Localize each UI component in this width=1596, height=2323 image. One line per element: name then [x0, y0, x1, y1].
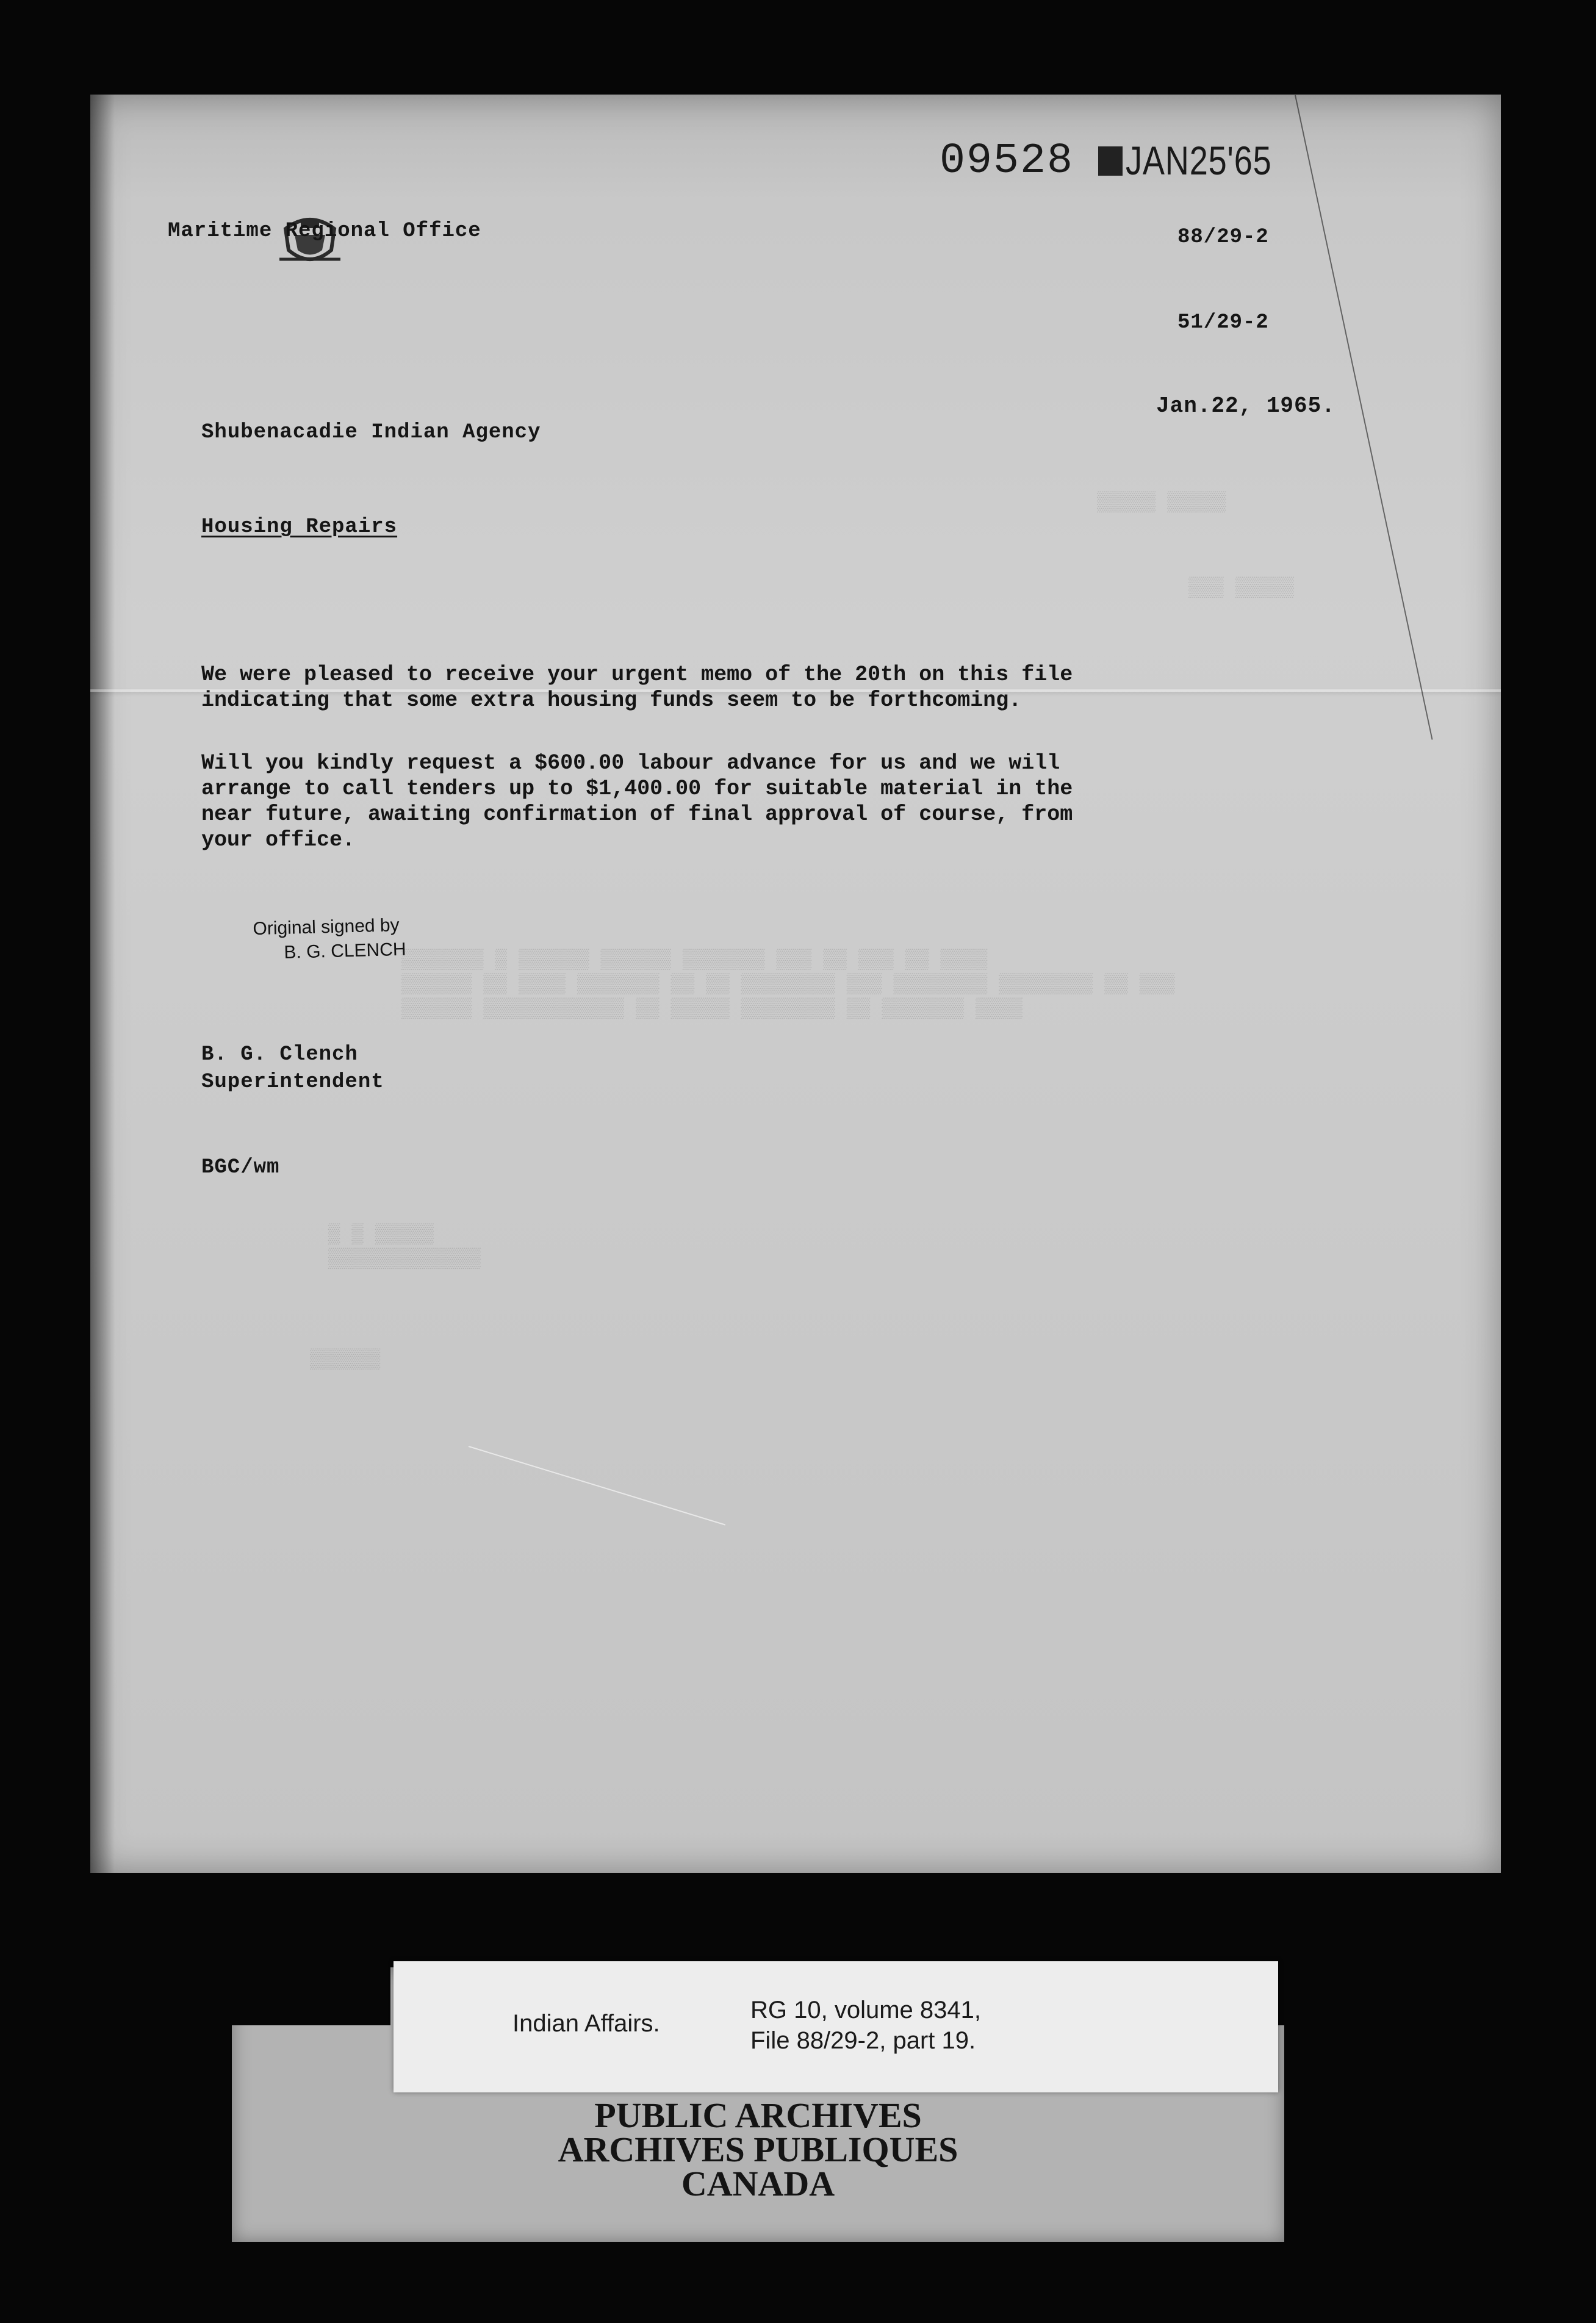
archive-title-line: PUBLIC ARCHIVES [594, 2095, 922, 2135]
signed-stamp-line: Original signed by [253, 914, 400, 939]
archive-reference-line: RG 10, volume 8341, [750, 1997, 981, 2023]
pen-stroke [469, 1446, 725, 1526]
archive-reference [750, 1995, 981, 2056]
archive-institution-title [232, 2095, 1284, 2203]
sheet-shadow-edge [90, 95, 115, 1873]
file-reference-2: 51/29-2 [1177, 311, 1269, 334]
subject-line: Housing Repairs [201, 515, 398, 539]
bleed-through-text: ▒▒▒▒▒▒▒▒▒▒▒▒▒ [328, 1248, 481, 1270]
archive-reference-line: File 88/29-2, part 19. [750, 2027, 976, 2054]
stamp-separator-block [1098, 146, 1123, 176]
archive-title-line: ARCHIVES PUBLIQUES [558, 2130, 958, 2169]
archive-title-line: CANADA [681, 2164, 835, 2203]
signed-stamp-line: B. G. CLENCH [284, 939, 406, 963]
bleed-through-text: ▒▒▒▒▒▒ [310, 1348, 381, 1371]
body-paragraph-2: Will you kindly request a $600.00 labour advance for us and we will arrange to call tenders up to $1,400.00 for suitable material in the near future, awaiting confirmation of final approval of course, from your office. [201, 751, 1073, 852]
typist-initials: BGC/wm [201, 1156, 280, 1179]
mount-notch [232, 1967, 390, 2025]
received-stamp-number: 09528 [940, 137, 1074, 185]
received-stamp-date: JAN25'65 [1126, 138, 1272, 183]
signatory-title: Superintendent [201, 1071, 384, 1094]
recipient: Shubenacadie Indian Agency [201, 421, 541, 444]
bleed-through-text: ▒ ▒ ▒▒▒▒▒ [328, 1223, 434, 1246]
archive-department: Indian Affairs. [512, 2010, 660, 2037]
archive-reference-card [394, 1961, 1278, 2092]
body-paragraph-1: We were pleased to receive your urgent memo of the 20th on this file indicating that some extra housing funds seem to be forthcoming. [201, 662, 1073, 713]
bleed-through-text: ▒▒▒▒▒ ▒▒▒▒▒ [1097, 491, 1226, 514]
original-signed-stamp [253, 913, 406, 966]
bleed-through-text: ▒▒▒ ▒▒▒▒▒ [1188, 576, 1294, 599]
file-reference-1: 88/29-2 [1177, 226, 1269, 249]
bleed-through-text: ▒▒▒▒▒▒ ▒▒▒▒▒▒▒▒▒▒▒▒ ▒▒ ▒▒▒▒▒ ▒▒▒▒▒▒▒▒ ▒▒ ▒▒▒▒▒▒▒ ▒▒▒▒ [401, 997, 1023, 1020]
signatory-name: B. G. Clench [201, 1043, 358, 1066]
bleed-through-text: ▒▒▒▒▒▒▒ ▒ ▒▒▒▒▒▒ ▒▒▒▒▒▒ ▒▒▒▒▒▒▒ ▒▒▒ ▒▒ ▒▒▒ ▒▒ ▒▒▒▒ [401, 949, 988, 971]
sender-office: Maritime Regional Office [168, 220, 481, 243]
letter-date: Jan.22, 1965. [1156, 393, 1335, 418]
letter-sheet [90, 95, 1501, 1873]
bleed-through-text: ▒▒▒▒▒▒ ▒▒ ▒▒▒▒ ▒▒▒▒▒▒▒ ▒▒ ▒▒ ▒▒▒▒▒▒▒▒ ▒▒▒ ▒▒▒▒▒▒▒▒ ▒▒▒▒▒▒▒▒ ▒▒ ▒▒▒ [401, 973, 1175, 996]
